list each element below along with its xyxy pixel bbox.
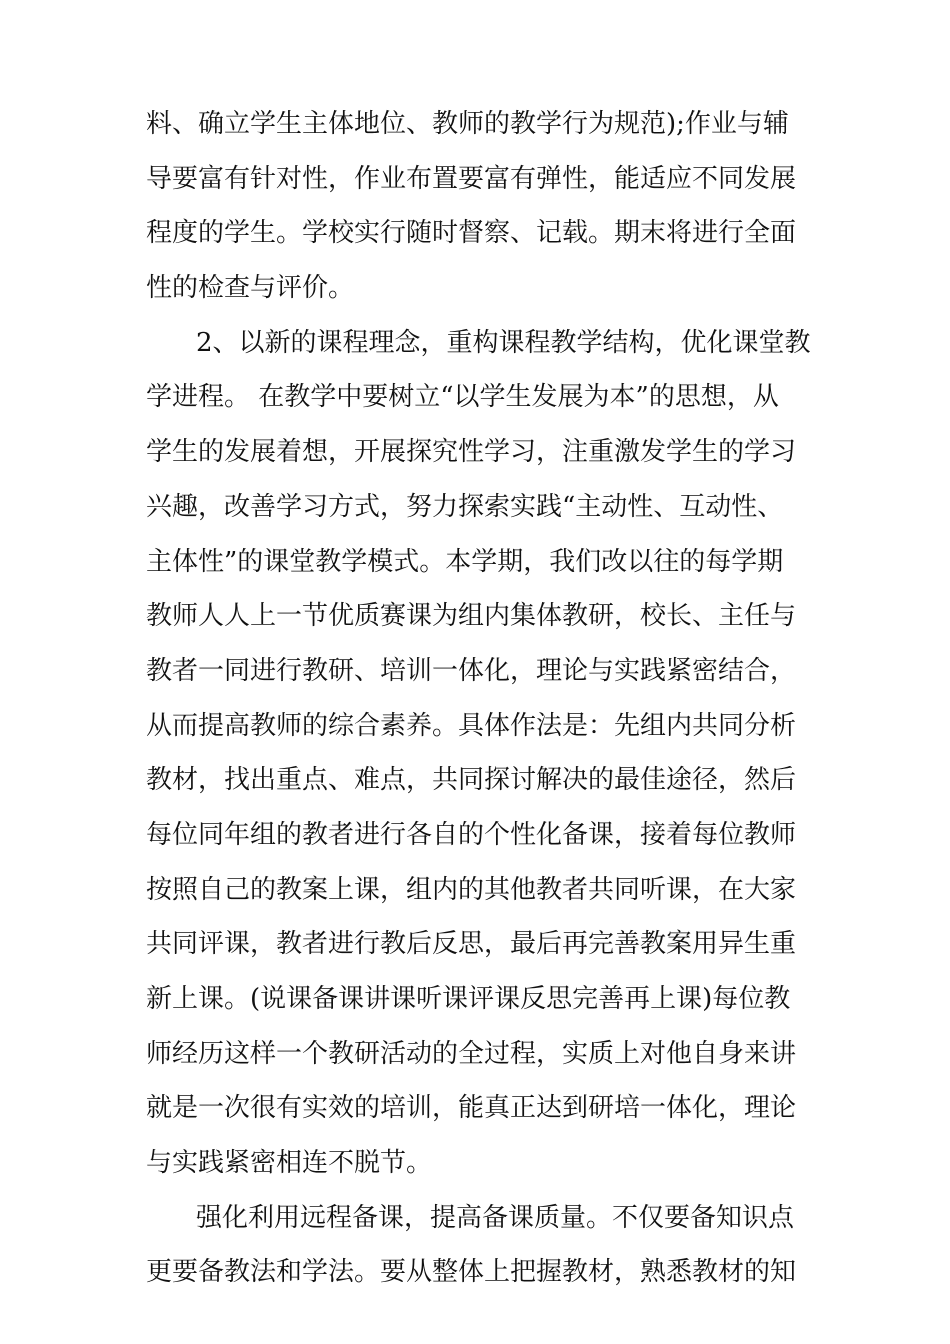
- document-page: [146, 97, 811, 1300]
- text-line: 新上课。(说课备课讲课听课评课反思完善再上课)每位教: [146, 984, 791, 1014]
- text-line: 从而提高教师的综合素养。具体作法是：先组内共同分析: [146, 710, 797, 741]
- paragraph-1: [146, 97, 811, 316]
- text-line: 性的检查与评价。: [146, 273, 355, 304]
- text-line: 教师人人上一节优质赛课为组内集体教研，校长、主任与: [146, 601, 797, 632]
- text-line-first: 强化利用远程备课，提高备课质量。不仅要备知识点: [196, 1202, 795, 1233]
- paragraph-3: [146, 1191, 811, 1300]
- text-line: 共同评课，教者进行教后反思，最后再完善教案用异生重: [146, 929, 797, 960]
- text-line: 师经历这样一个教研活动的全过程，实质上对他自身来讲: [146, 1038, 797, 1069]
- text-line: 教者一同进行教研、培训一体化，理论与实践紧密结合，: [146, 655, 797, 686]
- text-line: 程度的学生。学校实行随时督察、记载。期末将进行全面: [146, 218, 797, 249]
- text-line-first: 2、以新的课程理念，重构课程教学结构，优化课堂教: [196, 327, 811, 358]
- text-line: 教材，找出重点、难点，共同探讨解决的最佳途径，然后: [146, 765, 797, 796]
- text-line: 学生的发展着想，开展探究性学习，注重激发学生的学习: [146, 437, 797, 468]
- text-line: 就是一次很有实效的培训，能真正达到研培一体化，理论: [146, 1093, 797, 1124]
- text-line: 料、确立学生主体地位、教师的教学行为规范);作业与辅: [146, 109, 789, 139]
- text-line: 每位同年组的教者进行各自的个性化备课，接着每位教师: [146, 819, 797, 850]
- text-line: 兴趣，改善学习方式，努力探索实践“主动性、互动性、: [146, 491, 784, 522]
- text-line: 与实践紧密相连不脱节。: [146, 1148, 433, 1179]
- paragraph-2: [146, 316, 811, 1191]
- text-line: 更要备教法和学法。要从整体上把握教材，熟悉教材的知: [146, 1257, 797, 1288]
- text-line: 导要富有针对性，作业布置要富有弹性，能适应不同发展: [146, 163, 797, 194]
- text-line: 主体性”的课堂教学模式。本学期，我们改以往的每学期: [146, 546, 784, 577]
- text-line: 按照自己的教案上课，组内的其他教者共同听课，在大家: [146, 874, 797, 905]
- text-line: 学进程。 在教学中要树立“以学生发展为本”的思想，从: [146, 382, 779, 413]
